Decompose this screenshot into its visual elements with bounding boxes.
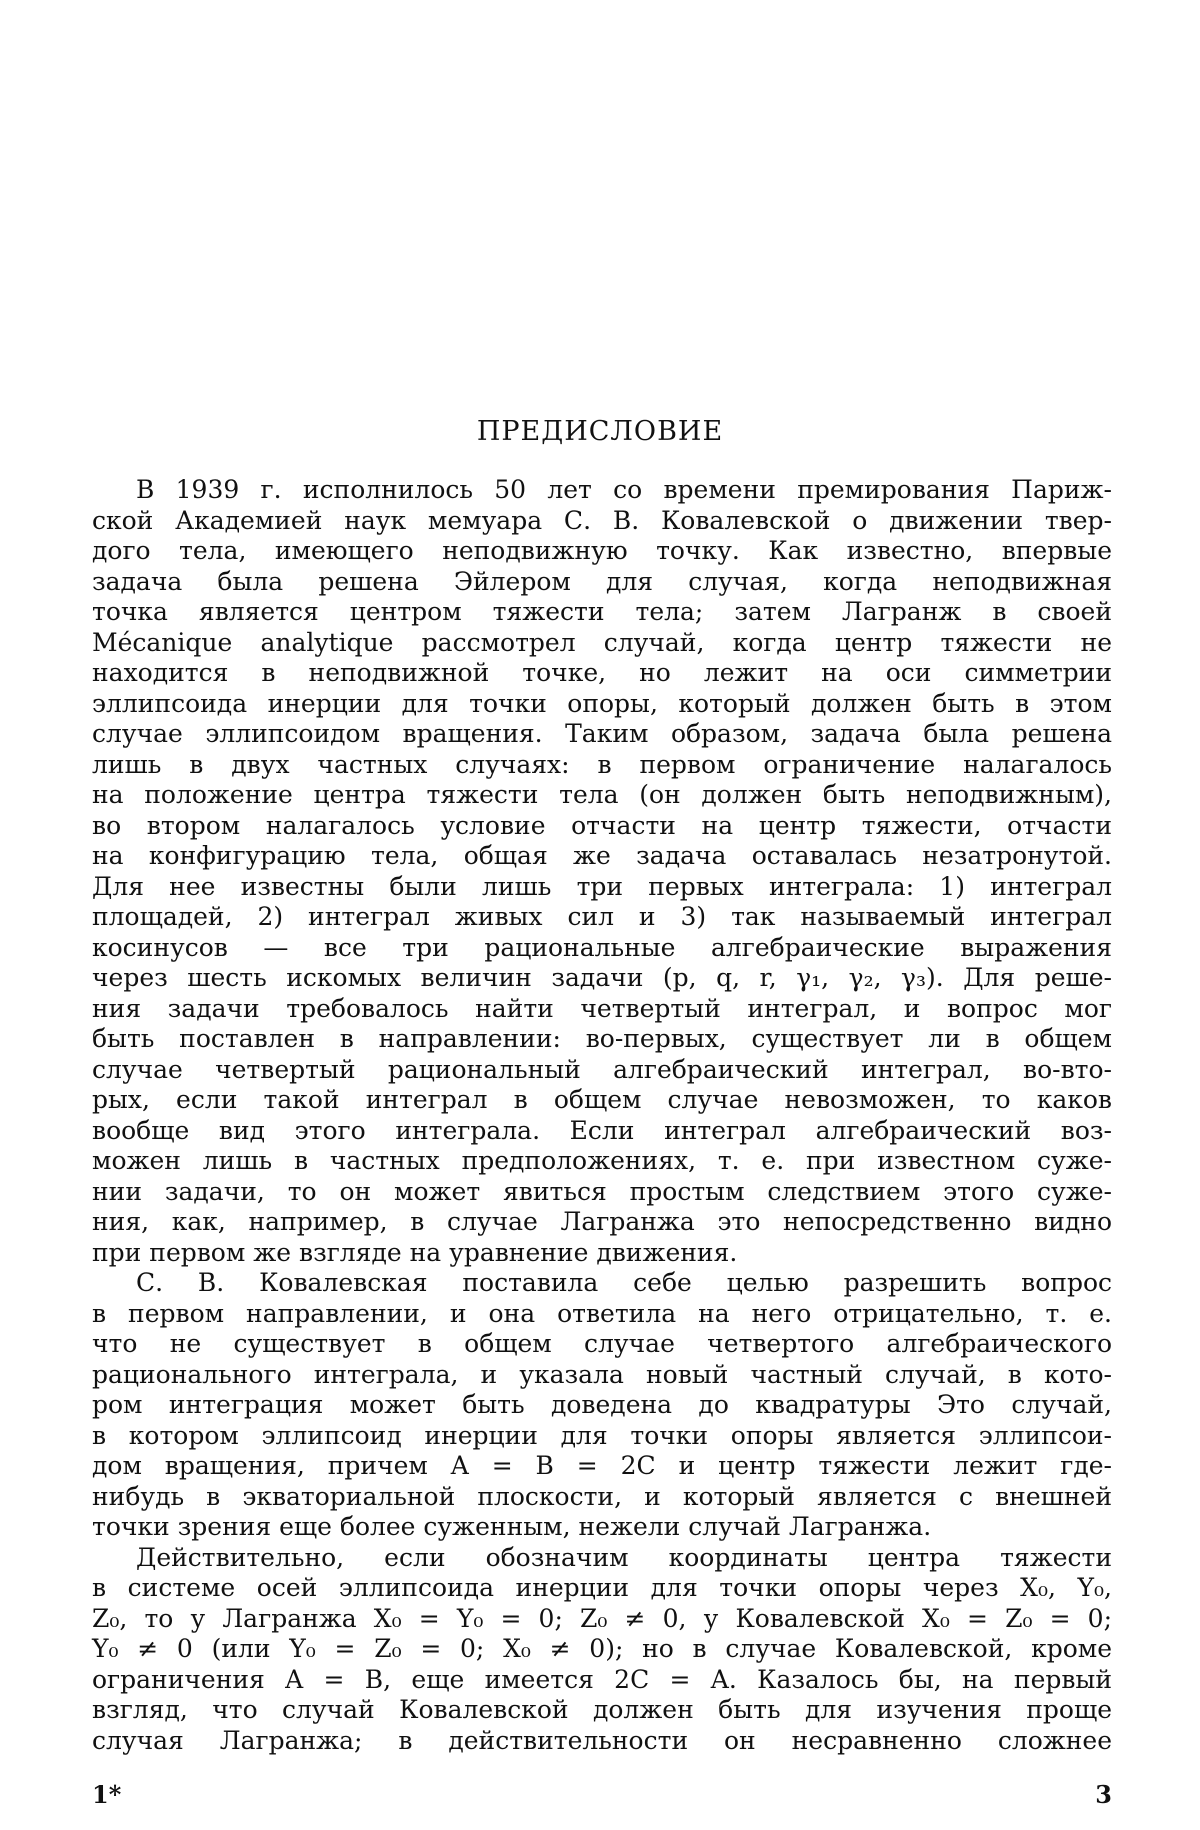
text-line: нии задачи, то он может явиться простым следствием этого суже- [92, 1176, 1112, 1206]
text-line: случая Лагранжа; в действительности он несравненно сложнее [92, 1725, 1112, 1755]
text-line: косинусов — все три рациональные алгебраические выражения [92, 932, 1112, 962]
text-line: на положение центра тяжести тела (он должен быть неподвижным), [92, 780, 1112, 809]
text-line: Z₀, то у Лагранжа X₀ = Y₀ = 0; Z₀ ≠ 0, у Ковалевской X₀ = Z₀ = 0; [92, 1603, 1112, 1633]
text-line: быть поставлен в направлении: во-первых, существует ли в общем [92, 1024, 1112, 1053]
text-line: случае четвертый рациональный алгебраический интеграл, во-вто- [92, 1054, 1112, 1084]
text-line: ром интеграция может быть доведена до квадратуры Это случай, [92, 1390, 1112, 1419]
text-line: ния задачи требовалось найти четвертый интеграл, и вопрос мог [92, 993, 1112, 1023]
page-footer [92, 1780, 1112, 1810]
text-line: в системе осей эллипсоида инерции для точки опоры через X₀, Y₀, [92, 1573, 1112, 1602]
text-line: нибудь в экваториальной плоскости, и который является с внешней [92, 1481, 1112, 1511]
body-text [92, 475, 1112, 1756]
text-line: дого тела, имеющего неподвижную точку. Как известно, впервые [92, 536, 1112, 565]
text-line: точки зрения еще более суженным, нежели случай Лагранжа. [92, 1512, 932, 1541]
text-line: случае эллипсоидом вращения. Таким образом, задача была решена [92, 719, 1112, 748]
text-line: В 1939 г. исполнилось 50 лет со времени премирования Париж- [136, 475, 1112, 504]
text-line: С. В. Ковалевская поставила себе целью разрешить вопрос [136, 1268, 1112, 1297]
signature-mark: 1* [92, 1780, 122, 1809]
text-line: ской Академией наук мемуара С. В. Ковалевской о движении твер- [92, 505, 1112, 535]
text-line: Для нее известны были лишь три первых интеграла: 1) интеграл [92, 871, 1112, 901]
text-line: лишь в двух частных случаях: в первом ограничение налагалось [92, 749, 1112, 779]
text-line: в первом направлении, и она ответила на него отрицательно, т. е. [92, 1298, 1112, 1328]
text-line: при первом же взгляде на уравнение движения. [92, 1237, 738, 1267]
text-line: в котором эллипсоид инерции для точки опоры является эллипсои- [92, 1420, 1112, 1450]
text-line: Действительно, если обозначим координаты центра тяжести [136, 1542, 1112, 1572]
text-line: на конфигурацию тела, общая же задача оставалась незатронутой. [92, 841, 1112, 870]
page-number: 3 [1095, 1780, 1112, 1809]
text-line: Y₀ ≠ 0 (или Y₀ = Z₀ = 0; X₀ ≠ 0); но в случае Ковалевской, кроме [92, 1634, 1112, 1663]
text-line: что не существует в общем случае четвертого алгебраического [92, 1329, 1112, 1358]
text-line: вообще вид этого интеграла. Если интеграл алгебраический воз- [92, 1115, 1112, 1145]
text-line: эллипсоида инерции для точки опоры, который должен быть в этом [92, 688, 1112, 718]
text-line: взгляд, что случай Ковалевской должен быть для изучения проще [92, 1695, 1112, 1724]
text-line: можен лишь в частных предположениях, т. е. при известном суже- [92, 1146, 1112, 1175]
text-line: Mécanique analytique рассмотрел случай, когда центр тяжести не [92, 627, 1112, 657]
text-line: через шесть искомых величин задачи (p, q, r, γ₁, γ₂, γ₃). Для реше- [92, 963, 1112, 992]
text-line: ограничения A = B, еще имеется 2C = A. Казалось бы, на первый [92, 1664, 1112, 1694]
text-line: рых, если такой интеграл в общем случае невозможен, то каков [92, 1085, 1112, 1114]
page-title: ПРЕДИСЛОВИЕ [476, 416, 724, 447]
text-line: рационального интеграла, и указала новый частный случай, в кото- [92, 1359, 1112, 1389]
text-line: находится в неподвижной точке, но лежит на оси симметрии [92, 658, 1112, 687]
text-line: площадей, 2) интеграл живых сил и 3) так называемый интеграл [92, 902, 1112, 931]
text-line: во втором налагалось условие отчасти на центр тяжести, отчасти [92, 810, 1112, 840]
text-line: ния, как, например, в случае Лагранжа это непосредственно видно [92, 1207, 1112, 1236]
text-line: точка является центром тяжести тела; затем Лагранж в своей [92, 597, 1112, 626]
text-line: задача была решена Эйлером для случая, когда неподвижная [92, 566, 1112, 596]
text-line: дом вращения, причем A = B = 2C и центр тяжести лежит где- [92, 1451, 1112, 1480]
